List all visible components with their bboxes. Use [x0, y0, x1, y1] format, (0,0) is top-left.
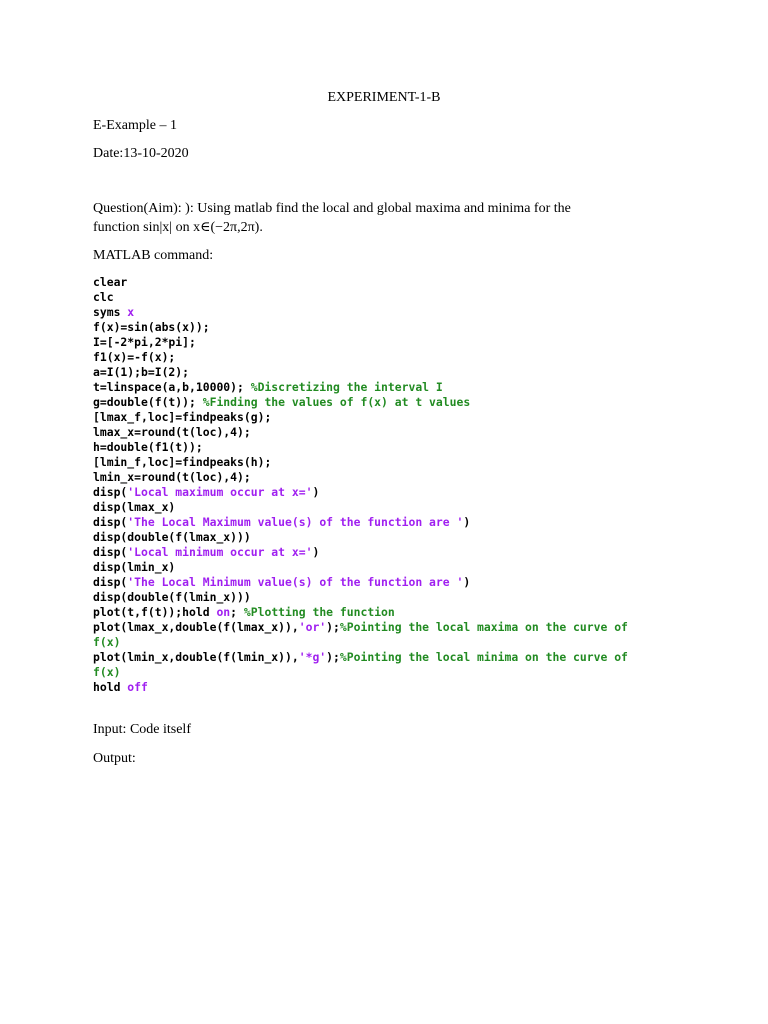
code-line — [93, 605, 628, 620]
code-line — [93, 530, 628, 545]
code-line — [93, 470, 628, 485]
code-segment: plot(lmin_x,double(f(lmin_x)), — [93, 650, 299, 664]
code-segment: '*g' — [298, 650, 327, 664]
code-segment: a=I(1);b=I(2); — [93, 365, 190, 379]
example-label: E-Example – 1 — [93, 118, 177, 133]
code-segment: ) — [463, 515, 471, 529]
code-segment: 'Local minimum occur at x=' — [127, 545, 313, 559]
code-line — [93, 620, 628, 635]
code-segment: disp( — [93, 485, 128, 499]
code-segment: %Finding the values of f(x) at t values — [202, 395, 471, 409]
code-line — [93, 650, 628, 665]
code-line — [93, 410, 628, 425]
code-segment: [lmin_f,loc]=findpeaks(h); — [93, 455, 272, 469]
code-segment: f(x) — [93, 665, 121, 679]
code-segment: disp( — [93, 545, 128, 559]
code-segment: h=double(f1(t)); — [93, 440, 203, 454]
code-segment: 'The Local Minimum value(s) of the function are ' — [127, 575, 464, 589]
code-segment: [lmax_f,loc]=findpeaks(g); — [93, 410, 272, 424]
code-line — [93, 335, 628, 350]
code-line — [93, 320, 628, 335]
code-line — [93, 380, 628, 395]
code-segment: plot(t,f(t));hold — [93, 605, 217, 619]
code-segment: %Plotting the function — [243, 605, 395, 619]
code-segment: g=double(f(t)); — [93, 395, 203, 409]
code-line — [93, 680, 628, 695]
question-line-1: Question(Aim): ): Using matlab find the local and global maxima and minima for the — [93, 201, 571, 216]
code-line — [93, 665, 628, 680]
code-line — [93, 290, 628, 305]
code-line — [93, 635, 628, 650]
code-segment: 'The Local Maximum value(s) of the function are ' — [127, 515, 464, 529]
code-line — [93, 365, 628, 380]
code-segment: ); — [326, 620, 340, 634]
code-segment: f1(x)=-f(x); — [93, 350, 176, 364]
code-segment: disp(lmin_x) — [93, 560, 176, 574]
code-segment: clear — [93, 275, 128, 289]
code-segment: off — [127, 680, 148, 694]
code-segment: clc — [93, 290, 114, 304]
code-line — [93, 545, 628, 560]
code-segment: t=linspace(a,b,10000); — [93, 380, 251, 394]
code-segment: ); — [326, 650, 340, 664]
code-segment: ) — [312, 485, 320, 499]
code-line — [93, 425, 628, 440]
code-segment: on — [216, 605, 231, 619]
code-segment: 'or' — [298, 620, 327, 634]
input-line: Input: Code itself — [93, 722, 191, 737]
matlab-code-block — [93, 275, 628, 695]
code-line — [93, 350, 628, 365]
code-line — [93, 395, 628, 410]
code-line — [93, 305, 628, 320]
code-line — [93, 515, 628, 530]
code-segment: disp( — [93, 575, 128, 589]
code-segment: x — [127, 305, 135, 319]
code-segment: ) — [463, 575, 471, 589]
code-segment: disp( — [93, 515, 128, 529]
code-line — [93, 275, 628, 290]
date-label: Date:13-10-2020 — [93, 146, 189, 161]
code-line — [93, 485, 628, 500]
code-line — [93, 440, 628, 455]
code-segment: 'Local maximum occur at x=' — [127, 485, 313, 499]
code-segment: lmin_x=round(t(loc),4); — [93, 470, 251, 484]
code-segment: lmax_x=round(t(loc),4); — [93, 425, 251, 439]
code-line — [93, 500, 628, 515]
code-segment: ; — [230, 605, 244, 619]
code-segment: %Discretizing the interval I — [250, 380, 443, 394]
code-line — [93, 560, 628, 575]
question-line-2: function sin|x| on x∈(−2π,2π). — [93, 220, 263, 235]
code-segment: hold — [93, 680, 128, 694]
code-line — [93, 455, 628, 470]
code-segment: %Pointing the local maxima on the curve of — [339, 620, 628, 634]
code-segment: f(x)=sin(abs(x)); — [93, 320, 210, 334]
code-segment: syms — [93, 305, 128, 319]
output-line: Output: — [93, 751, 136, 766]
code-segment: disp(double(f(lmax_x))) — [93, 530, 251, 544]
code-line — [93, 590, 628, 605]
code-segment: disp(double(f(lmin_x))) — [93, 590, 251, 604]
code-segment: ) — [312, 545, 320, 559]
code-segment: disp(lmax_x) — [93, 500, 176, 514]
code-segment: I=[-2*pi,2*pi]; — [93, 335, 196, 349]
code-line — [93, 575, 628, 590]
experiment-title: EXPERIMENT-1-B — [327, 90, 441, 105]
code-segment: %Pointing the local minima on the curve of — [339, 650, 628, 664]
code-segment: f(x) — [93, 635, 121, 649]
code-segment: plot(lmax_x,double(f(lmax_x)), — [93, 620, 299, 634]
matlab-command-label: MATLAB command: — [93, 248, 214, 263]
